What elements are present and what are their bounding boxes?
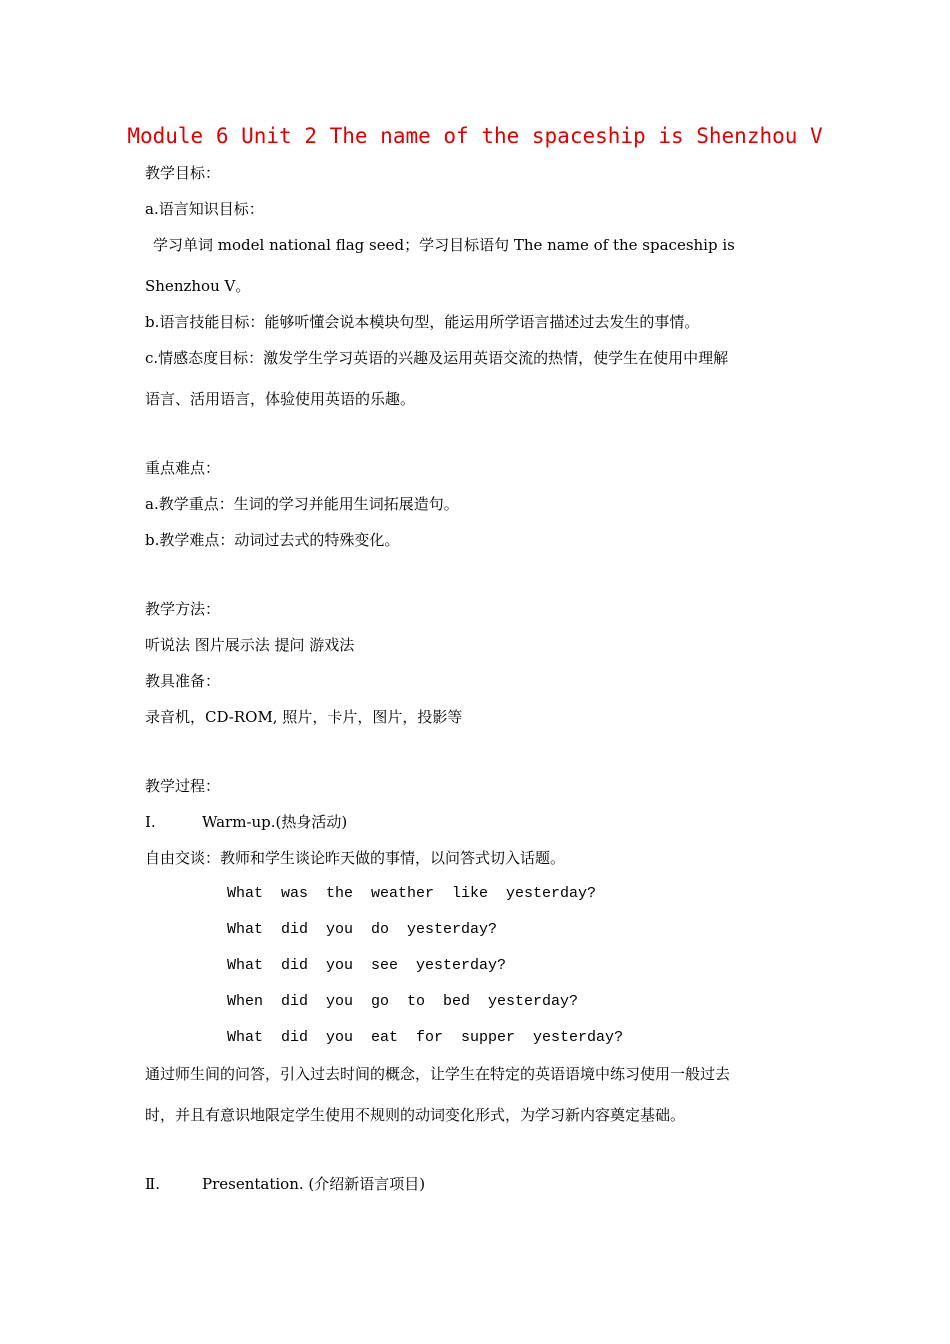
summary-text-line1: 通过师生间的问答，引入过去时间的概念，让学生在特定的英语语境中练习使用一般过去 [145,1065,731,1083]
key-point-b: b.教学难点：动词过去式的特殊变化。 [145,531,400,549]
summary-text-line2: 时，并且有意识地限定学生使用不规则的动词变化形式，为学习新内容奠定基础。 [145,1106,686,1124]
objective-b-text: b.语言技能目标：能够听懂会说本模块句型，能运用所学语言描述过去发生的事情。 [145,313,700,331]
objective-a-label: a.语言知识目标： [145,200,264,218]
process-heading: 教学过程： [145,777,221,795]
step-1-number: Ⅰ. [145,813,156,831]
question-item: When did you go to bed yesterday? [227,993,579,1010]
page-title: Module 6 Unit 2 The name of the spaceship is Shenzhou V [127,124,823,148]
question-item: What did you eat for supper yesterday? [227,1029,624,1046]
tools-heading: 教具准备： [145,672,221,690]
methods-text: 听说法 图片展示法 提问 游戏法 [145,636,355,654]
methods-heading: 教学方法： [145,600,221,618]
step-1-label: Warm-up.(热身活动) [202,813,348,831]
question-item: What was the weather like yesterday? [227,885,597,902]
objective-c-text-line1: c.情感态度目标：激发学生学习英语的兴趣及运用英语交流的热情，使学生在使用中理解 [145,349,729,367]
step-1-heading [145,812,347,832]
question-item: What did you do yesterday? [227,921,498,938]
objective-a-text-line2: Shenzhou V。 [145,277,251,295]
step-2-label: Presentation. (介绍新语言项目) [202,1175,426,1193]
step-2-heading [145,1174,425,1194]
free-talk-text: 自由交谈：教师和学生谈论昨天做的事情，以问答式切入话题。 [145,849,566,867]
objectives-heading: 教学目标： [145,164,221,182]
tools-text: 录音机，CD-ROM, 照片，卡片，图片，投影等 [145,708,463,726]
key-point-a: a.教学重点：生词的学习并能用生词拓展造句。 [145,495,459,513]
objective-a-text-line1: 学习单词 model national flag seed；学习目标语句 The name of the spaceship is [153,236,735,254]
objective-c-text-line2: 语言、活用语言，体验使用英语的乐趣。 [145,390,416,408]
key-points-heading: 重点难点： [145,459,221,477]
step-2-number: Ⅱ. [145,1175,160,1193]
question-item: What did you see yesterday? [227,957,507,974]
